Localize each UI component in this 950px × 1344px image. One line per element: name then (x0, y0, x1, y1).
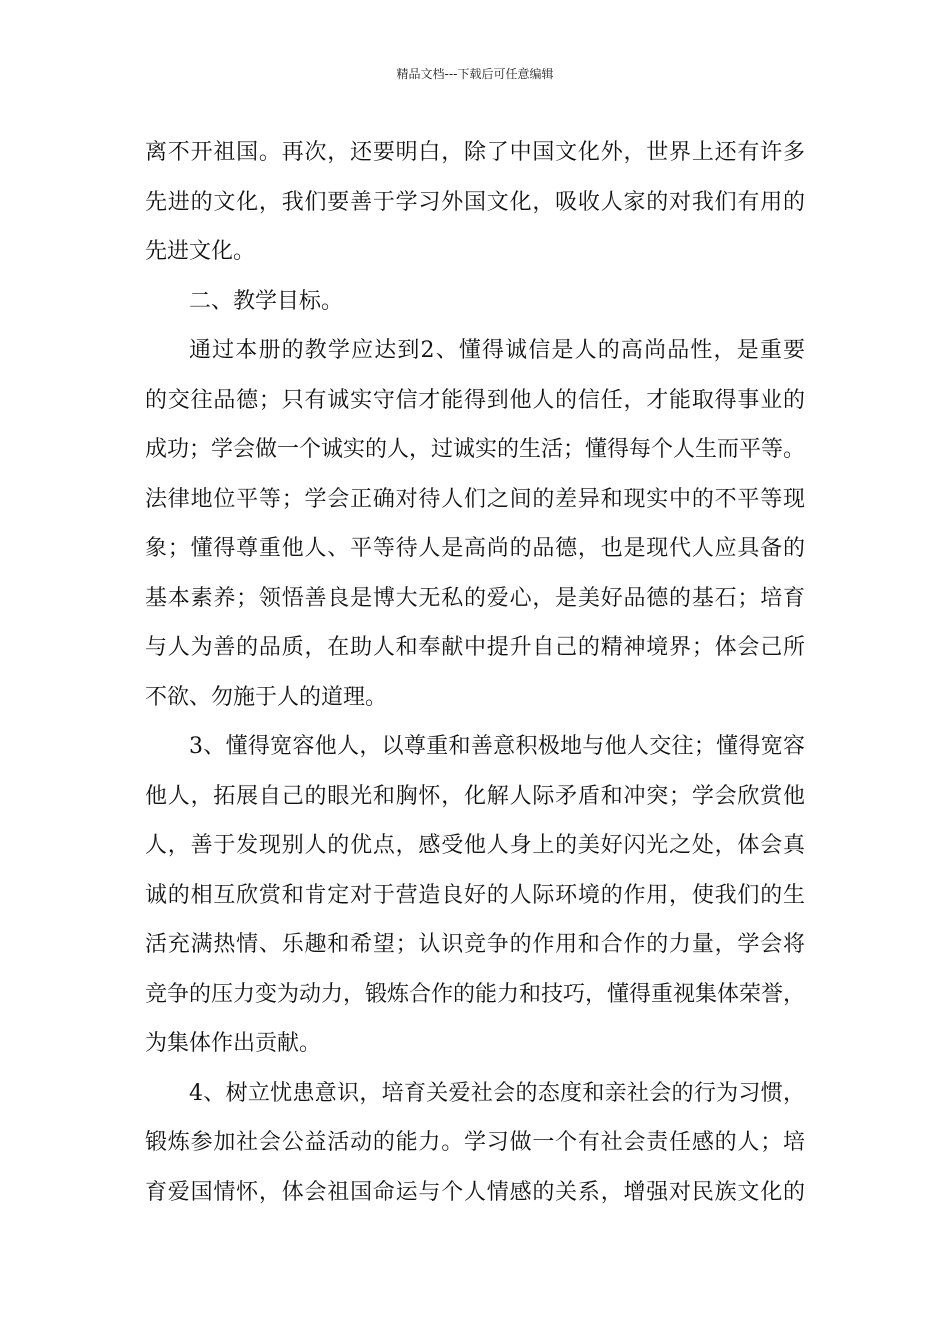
text-line: 与人为善的品质，在助人和奉献中提升自己的精神境界；体会己所 (145, 635, 805, 660)
text-line: 通过本册的教学应达到2、懂得诚信是人的高尚品性，是重要 (189, 338, 805, 363)
paragraph (145, 1069, 805, 1218)
paragraph (145, 128, 805, 277)
text-line: 4、树立忧患意识，培育关爱社会的态度和亲社会的行为习惯， (189, 1080, 805, 1106)
text-line: 不欲、勿施于人的道理。 (145, 684, 388, 710)
text-line: 人，善于发现别人的优点，感受他人身上的美好闪光之处，体会真 (145, 833, 805, 858)
text-line: 成功；学会做一个诚实的人，过诚实的生活；懂得每个人生而平等。 (145, 437, 806, 462)
text-line: 诚的相互欣赏和肯定对于营造良好的人际环境的作用，使我们的生 (145, 882, 805, 908)
text-line: 3、懂得宽容他人，以尊重和善意积极地与他人交往；懂得宽容 (189, 734, 805, 759)
text-line: 法律地位平等；学会正确对待人们之间的差异和现实中的不平等现 (145, 486, 805, 512)
text-line: 基本素养；领悟善良是博大无私的爱心，是美好品德的基石；培育 (145, 585, 805, 611)
text-line: 先进文化。 (145, 239, 256, 264)
document-body (145, 128, 805, 1217)
page-header: 精品文档---下载后可任意编辑 (396, 67, 554, 81)
paragraph (145, 722, 805, 1069)
paragraph (145, 326, 805, 722)
text-line: 为集体作出贡献。 (145, 1031, 322, 1056)
text-line: 象；懂得尊重他人、平等待人是高尚的品德，也是现代人应具备的 (145, 536, 805, 561)
text-line: 竞争的压力变为动力，锻炼合作的能力和技巧，懂得重视集体荣誉， (145, 981, 806, 1007)
text-line: 的交往品德；只有诚实守信才能得到他人的信任，才能取得事业的 (145, 387, 805, 413)
text-line: 离不开祖国。再次，还要明白，除了中国文化外，世界上还有许多 (145, 140, 805, 165)
text-line: 二、教学目标。 (189, 288, 344, 314)
text-line: 活充满热情、乐趣和希望；认识竞争的作用和合作的力量，学会将 (145, 932, 805, 957)
text-line: 他人，拓展自己的眼光和胸怀，化解人际矛盾和冲突；学会欣赏他 (145, 783, 805, 809)
text-line: 先进的文化，我们要善于学习外国文化，吸收人家的对我们有用的 (145, 189, 805, 215)
text-line: 育爱国情怀，体会祖国命运与个人情感的关系，增强对民族文化的 (145, 1179, 805, 1205)
text-line: 锻炼参加社会公益活动的能力。学习做一个有社会责任感的人；培 (145, 1130, 805, 1155)
section-heading (145, 277, 805, 327)
